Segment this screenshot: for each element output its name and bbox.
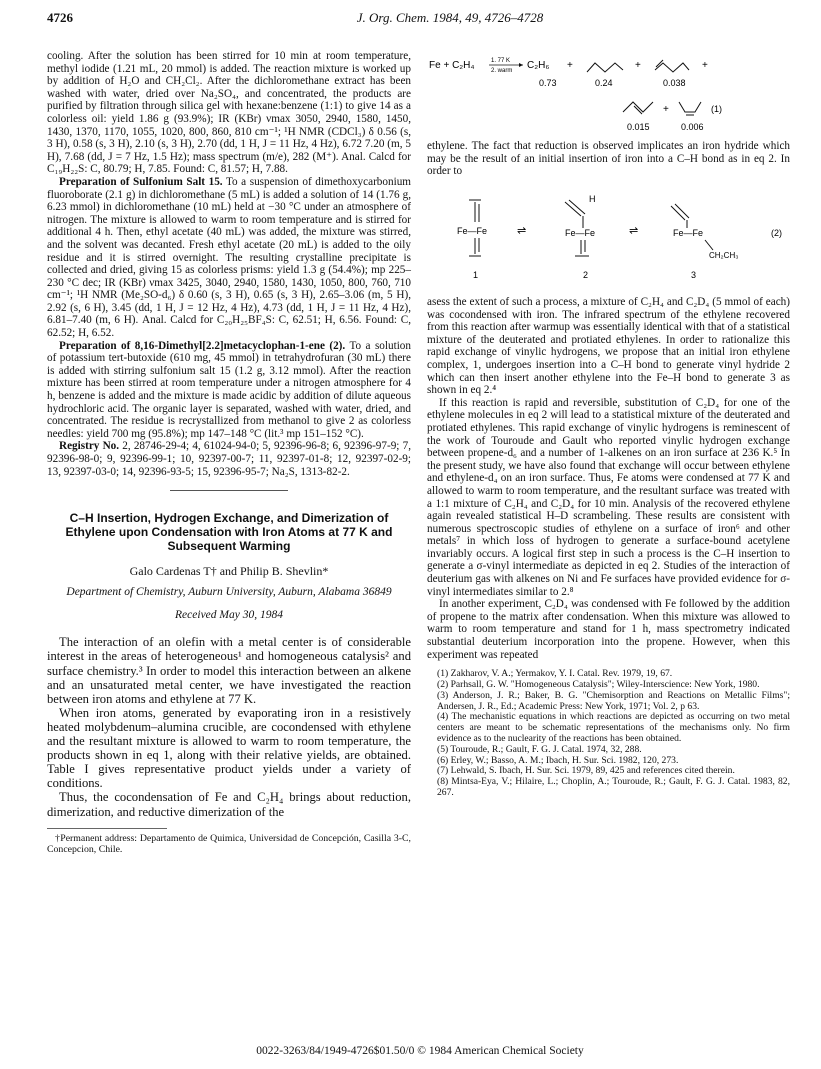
eq2-s2-h: H — [589, 194, 596, 204]
reference-item: (8) Mintsa-Eya, V.; Hilaire, L.; Choplin, A.; Touroude, R.; Gault, F. G. J. Catal. 1983, 82, 267. — [437, 776, 790, 798]
reference-item: (6) Erley, W.; Basso, A. M.; Ibach, H. Sur. Sci. 1982, 120, 273. — [437, 754, 679, 766]
eq1-plus-2: + — [635, 60, 641, 71]
reference-item: (2) Parhsall, G. W. "Homogeneous Catalysis"; Wiley-Interscience: New York, 1980. — [437, 679, 760, 691]
eq1-yield-trans: 0.015 — [627, 122, 650, 132]
intro-paragraph-3: Thus, the cocondensation of Fe and C₂H₄ brings about reduction, dimerization, and reductive dimerization of the — [47, 790, 411, 819]
right-paragraph-2: If this reaction is rapid and reversible, substitution of C₂D₄ for one of the ethylene molecules in eq 2 will lead to a statistical mixture of the deuterated and protiated ethylenes. This rapid exchange of vinylic hydrogens is reminescent of the work of Touroude and Gault who reported vinylic hydrogen exchange between propene-d₆ and a number of 1-alkenes on an iron surface at 236 K.⁵ In the present study, we have also found that exchange will occur between ethylene and ethylene-d₄ on an iron surface. Thus, Fe atoms were condensed at 77 K and allowed to warm to room temperature, and the resultant surface was treated with a 1:1 mixture of C₂H₄ and C₂D₄ for 10 min. Analysis of the recovered ethylene again revealed statistical H–D scrambeling. These results are consistent with numerous spectroscopic studies of ethylene on a surface of iron⁶ and other metals⁷ in which loss of hydrogen to generate a surface-bound acetylene invariably occurs. A logical first step in such a process is the C–H insertion to generate a σ-vinyl intermediate as depicted in eq 2. Studies of the interaction of deuterium gas with alkenes on Ni and Fe surfaces have provided evidence for σ-vinyl intermediates similar to 2.⁸ — [427, 396, 790, 598]
references — [427, 669, 790, 799]
reference-item: (3) Anderson, J. R.; Baker, B. G. "Chemisorption and Reactions on Metallic Films"; Andersen, J. R., Ed.; Academic Press: New York, 1971; Vol. 2, p 63. — [437, 689, 790, 712]
reference-item: (1) Zakharov, V. A.; Yermakov, Y. I. Catal. Rev. 1979, 19, 67. — [437, 668, 673, 680]
intro-paragraph-1: The interaction of an olefin with a metal center is of considerable interest in the areas of heterogeneous¹ and homogeneous catalysis² and surface chemistry.³ In order to model this interaction between an alkene and an unsaturated metal center, we have investigated the reaction between iron atoms and ethylene at 77 K. — [47, 635, 411, 706]
reference-item: (7) Lehwald, S. Ibach, H. Sur. Sci. 1979, 89, 425 and references cited therein. — [437, 765, 735, 777]
eq1-yield-cis: 0.006 — [681, 122, 704, 132]
eq2-label-1: 1 — [473, 270, 479, 280]
prep-dimethyl-paragraph — [47, 340, 411, 441]
eq2-label-2: 2 — [583, 270, 589, 280]
prep-sulfonium-paragraph — [47, 176, 411, 340]
right-column — [427, 296, 790, 799]
eq1-yield-ethane: 0.73 — [539, 78, 557, 88]
page-number: 4726 — [47, 10, 73, 25]
prep-dimethyl-body: To a solution of potassium tert-butoxide (610 mg, 45 mmol) in tetrahydrofuran (30 mL) there is added with stirring sulfonium salt 15 (1.2 g, 3.12 mmol). After the reaction mixture has been stirred at room temperature under a nitrogen atmosphere for 4 h, benzene is added and the mixture is made acidic by addition of dilute aqueous hydrochloric acid. The organic layer is separated, washed with water, dried, and concentrated. The residue is recrystallized from methanol to give 2 as colorless needles: yield 700 mg (95.8%); mp 147–148 °C (lit.³ mp 151–152 °C). — [47, 339, 411, 440]
eq2-equilibrium-2: ⇌ — [629, 225, 639, 237]
article-title: C–H Insertion, Hydrogen Exchange, and Dimerization of Ethylene upon Condensation with Iron Atoms at 77 K and Subsequent Warming — [65, 511, 393, 554]
eq1-arrowhead — [519, 63, 523, 67]
equation-1 — [427, 56, 797, 138]
author-footnote: †Permanent address: Departamento de Quimica, Universidad de Concepción, Casilla 3-C, Concepcion, Chile. — [47, 832, 411, 855]
right-top-paragraph: ethylene. The fact that reduction is observed implicates an iron hydride which may be the result of an initial insertion of iron into a C–H bond as in eq 2. In order to — [427, 140, 790, 178]
equation-2 — [427, 192, 797, 287]
prep-dimethyl-heading: Preparation of 8,16-Dimethyl[2.2]metacyclophan-1-ene (2). — [59, 339, 346, 352]
eq2-s3-fe-fe: Fe—Fe — [673, 228, 704, 238]
eq1-plus-3: + — [702, 60, 708, 71]
eq2-s3-ethyl: CH₂CH₃ — [709, 251, 739, 260]
eq2-s3-ethyl-bond — [705, 240, 713, 250]
prep-sulfonium-heading: Preparation of Sulfonium Salt 15. — [59, 175, 223, 188]
eq2-label: (2) — [771, 228, 782, 238]
reference-item: (5) Touroude, R.; Gault, F. G. J. Catal. 1974, 32, 288. — [437, 743, 642, 755]
registry-heading: Registry No. — [59, 440, 120, 453]
section-divider — [170, 490, 288, 491]
experimental-paragraph: cooling. After the solution has been stirred for 10 min at room temperature, methyl iodide (1.21 mL, 20 mmol) is added. The reaction mixture is worked up by addition of H₂O and CH₂Cl₂. After the dichloromethane extract has been washed with water, dried over Na₂SO₄, and concentrated, the products are purified by filtration through silica gel with hexane:benzene (1:1) to give 14 as a colorless oil: yield 1.86 g (93.9%); IR (KBr) νmax 3050, 2940, 1580, 1450, 1430, 1370, 1170, 1055, 1020, 800, 860, 810 cm⁻¹; ¹H NMR (CDCl₃) δ 0.56 (s, 3 H), 0.58 (s, 3 H), 2.10 (s, 3 H), 2.70 (dd, 1 H, J = 11 Hz, 4 Hz), 6.72 7.20 (m, 5 H), 7.68 (dd, J = 7 Hz, 1.5 Hz); mass spectrum (m/e), 282 (M⁺). Anal. Calcd for C₁₉H₂₂S: C, 80.79; H, 7.85. Found: C, 81.57; H, 7.88. — [47, 50, 411, 176]
eq1-plus-1: + — [567, 60, 573, 71]
right-paragraph-1: asess the extent of such a process, a mixture of C₂H₄ and C₂D₄ (5 mmol of each) was cocondensed with iron. The infrared spectrum of the ethylene recovered from this reaction after warmup was essentially identical with that of a statistical mixture of the deuterated and protiated ethylenes. In order to rationalize this rapid exchange of vinylic hydrogens, we propose that an initial iron ethylene complex, 1, undergoes insertion into a C–H bond to generate vinyl hydride 2 which can then insert another ethylene into the Fe–H bond to generate 3 as shown in eq 2.⁴ — [427, 296, 790, 397]
running-head: J. Org. Chem. 1984, 49, 4726–4728 — [356, 10, 544, 25]
eq2-equilibrium-1: ⇌ — [517, 225, 527, 237]
intro-paragraph-2: When iron atoms, generated by evaporating iron in a resistively heated molybdenum–alumina crucible, are cocondensed with ethylene and the resultant mixture is allowed to warm to room temperature, the products shown in eq 1, along with their relative yields, are obtained. Table I gives representative product yields under a variety of conditions. — [47, 705, 411, 791]
article-authors: Galo Cardenas T† and Philip B. Shevlin* — [129, 564, 329, 579]
left-column — [47, 50, 411, 855]
eq1-reactants: Fe + C₂H₄ — [429, 60, 475, 71]
eq1-cis-2-butene — [679, 102, 701, 112]
eq1-1-butene — [655, 63, 689, 72]
eq2-label-3: 3 — [691, 270, 697, 280]
prep-sulfonium-body: To a suspension of dimethoxycarbonium fluoroborate (2.1 g) in dichloromethane (5 mL) is added a solution of 14 (1.76 g, 6.23 mmol) in dichloromethane (10 mL) held at −30 °C under an atmosphere of nitrogen. The mixture is allowed to warm to room temperature and is stirred for additional 4 h. Then, ethyl acetate (40 mL) was added, the mixture was stirred, and the solvent was decanted. Fresh ethyl acetate (20 mL) is added to the oily residue and it is stirred overnight. The resulting crystalline precipitate is collected and dried, giving 15 as colorless prisms: yield 1.3 g (54.4%); mp 225–230 °C dec; IR (KBr) νmax 3425, 3040, 2940, 1580, 1430, 1050, 800, 760, 710 cm⁻¹; ¹H NMR (Me₂SO-d₆) δ 0.60 (s, 3 H), 0.65 (s, 3 H), 2.65–3.06 (m, 5 H), 2.92 (s, 6 H), 3.45 (dd, 1 H, J = 12 Hz, 4 Hz), 4.73 (dd, 1 H, J = 11 Hz, 4 Hz), 6.81–7.40 (m, 6 H). Anal. Calcd for C₂₀H₂₅BF₄S: C, 62.51; H, 6.56. Found: C, 62.52; H, 6.52. — [47, 175, 411, 340]
eq1-condition-bottom: 2. warm — [491, 68, 513, 74]
eq2-s1-fe-fe: Fe—Fe — [457, 226, 488, 236]
footnote-rule — [47, 828, 167, 829]
received-date: Received May 30, 1984 — [175, 608, 283, 621]
eq1-butane — [587, 63, 623, 72]
right-column-top — [427, 140, 790, 178]
eq1-condition-top: 1. 77 K — [491, 58, 511, 64]
eq1-product-ethane: C₂H₆ — [527, 60, 550, 71]
eq1-yield-1-butene: 0.038 — [663, 78, 686, 88]
registry-body: 2, 28746-29-4; 4, 61024-94-0; 5, 92396-96-8; 6, 92396-97-9; 7, 92396-98-0; 9, 92396-99-1; 10, 92397-00-7; 11, 92397-01-8; 12, 92397-02-9; 13, 92397-03-0; 14, 92396-93-5; 15, 92396-95-7; Na₂S, 1313-82-2. — [47, 440, 411, 478]
reference-item: (4) The mechanistic equations in which reactions are depicted as occurring on two metal centers are meant to be schematic representations of the mechanisms only. No firm evidence as to the nuclearity of the reactions has been obtained. — [437, 711, 790, 744]
eq1-yield-butane: 0.24 — [595, 78, 613, 88]
eq2-s3-vinyl-double — [675, 204, 689, 218]
eq2-s3-vinyl — [671, 206, 685, 220]
registry-paragraph — [47, 440, 411, 478]
eq1-label: (1) — [711, 104, 722, 114]
eq2-s2-fe-fe: Fe—Fe — [565, 228, 596, 238]
eq1-plus-4: + — [663, 104, 669, 115]
article-affiliation: Department of Chemistry, Auburn University, Auburn, Alabama 36849 — [66, 585, 392, 598]
page-footer: 0022-3263/84/1949-4726$01.50/0 © 1984 American Chemical Society — [256, 1045, 584, 1057]
right-paragraph-3: In another experiment, C₂D₄ was condensed with Fe followed by the addition of propene to the matrix after condensation. When this mixture was allowed to warm to room temperature and stand for 1 h, mass spectrometry indicated substantial deuterium incorporation into the propene. However, when this experiment was repeated — [427, 598, 790, 661]
